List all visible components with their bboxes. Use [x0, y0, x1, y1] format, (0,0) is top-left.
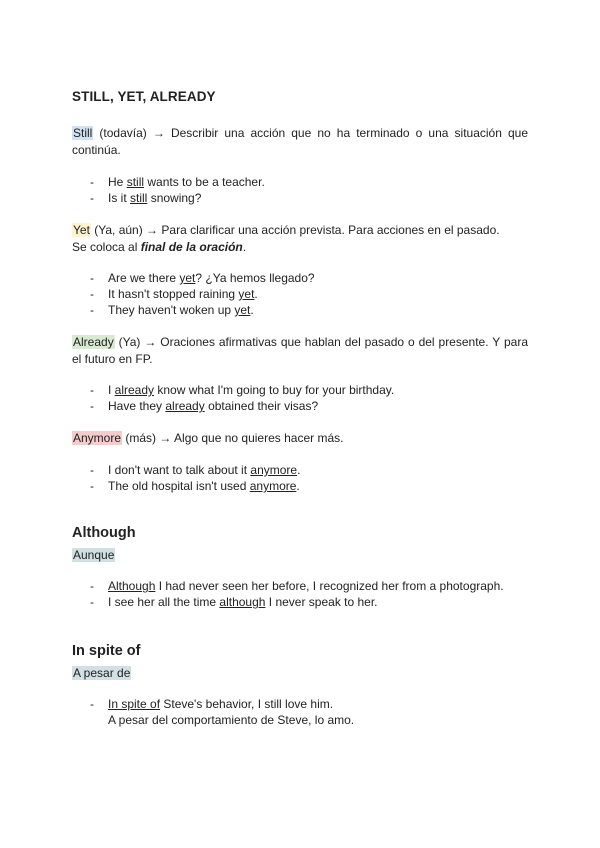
bullet: -	[90, 271, 94, 285]
yet-definition: Yet (Ya, aún) → Para clarificar una acción prevista. Para acciones en el pasado. Se coloca al final de la oración.	[72, 223, 500, 254]
still-term: Still	[73, 126, 93, 140]
already-term: Already	[73, 335, 114, 349]
inspite-examples	[90, 696, 530, 728]
page-title: STILL, YET, ALREADY	[72, 89, 216, 104]
bullet: -	[90, 595, 94, 609]
already-desc: (Ya) → Oraciones afirmativas que hablan del pasado o del presente. Y para el futuro en FP.	[72, 335, 528, 366]
bullet: -	[90, 287, 94, 301]
anymore-term: Anymore	[73, 431, 122, 445]
still-desc: (todavía) → Describir una acción que no ha terminado o una situación que continúa.	[72, 126, 528, 157]
yet-emphasis: final de la oración	[140, 240, 243, 254]
bullet: -	[90, 479, 94, 493]
list-item: - I don't want to talk about it anymore.	[90, 463, 301, 477]
keyword: still	[130, 191, 148, 205]
keyword: anymore	[249, 479, 297, 493]
list-item: - I see her all the time although I never speak to her.	[90, 595, 378, 609]
keyword: yet	[179, 271, 196, 285]
keyword: yet	[234, 303, 251, 317]
yet-desc: (Ya, aún) → Para clarificar una acción prevista. Para acciones en el pasado.	[90, 223, 500, 237]
bullet: -	[90, 399, 94, 413]
keyword: Although	[108, 579, 156, 593]
keyword: anymore	[250, 463, 298, 477]
anymore-definition	[72, 430, 528, 447]
list-item: - They haven't woken up yet.	[90, 303, 254, 317]
list-item: - He still wants to be a teacher.	[90, 175, 265, 189]
bullet: -	[90, 303, 94, 317]
bullet: -	[90, 697, 94, 711]
list-item: - Is it still snowing?	[90, 191, 202, 205]
keyword: yet	[238, 287, 255, 301]
bullet: -	[90, 191, 94, 205]
already-examples	[90, 382, 530, 414]
bullet: -	[90, 175, 94, 189]
inspite-translation: A pesar de	[73, 666, 131, 680]
anymore-desc: (más) → Algo que no quieres hacer más.	[122, 431, 344, 445]
bullet: -	[90, 579, 94, 593]
keyword: In spite of	[108, 697, 161, 711]
although-translation: Aunque	[73, 548, 115, 562]
still-examples	[90, 174, 530, 206]
list-item: - I already know what I'm going to buy for your birthday.	[90, 383, 395, 397]
anymore-examples	[90, 462, 530, 494]
list-item: - In spite of Steve's behavior, I still love him. A pesar del comportamiento de Steve, lo amo.	[90, 697, 355, 727]
list-item: - It hasn't stopped raining yet.	[90, 287, 258, 301]
inspite-example-translation: A pesar del comportamiento de Steve, lo amo.	[108, 713, 355, 727]
inspite-heading: In spite of	[72, 643, 141, 659]
although-heading: Although	[72, 525, 136, 541]
although-examples	[90, 578, 530, 610]
yet-term: Yet	[73, 223, 90, 237]
keyword: still	[126, 175, 145, 189]
yet-examples	[90, 270, 530, 318]
still-definition	[72, 125, 528, 159]
already-definition	[72, 334, 528, 368]
list-item: - Although I had never seen her before, I recognized her from a photograph.	[90, 579, 504, 593]
bullet: -	[90, 463, 94, 477]
list-item: - Have they already obtained their visas?	[90, 399, 319, 413]
keyword: already	[165, 399, 205, 413]
keyword: already	[114, 383, 155, 397]
list-item: - The old hospital isn't used anymore.	[90, 479, 300, 493]
keyword: although	[219, 595, 266, 609]
list-item: - Are we there yet? ¿Ya hemos llegado?	[90, 271, 315, 285]
bullet: -	[90, 383, 94, 397]
